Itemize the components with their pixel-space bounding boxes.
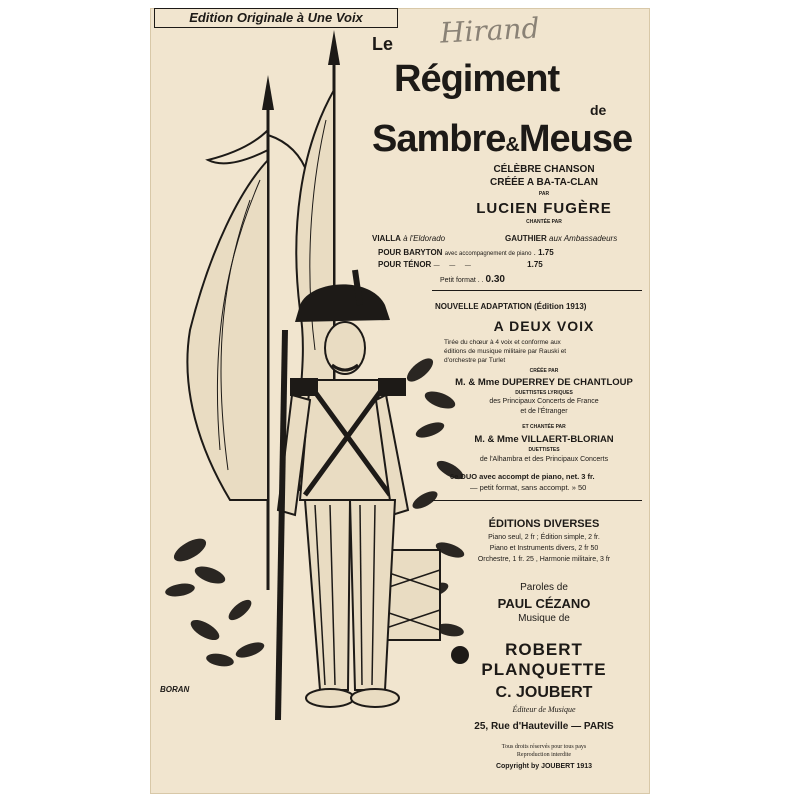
paroles-de: Paroles de (520, 582, 568, 593)
price-petit: Petit format . . 0.30 (440, 274, 505, 285)
desc-line: éditions de musique militaire par Rauski et (444, 348, 567, 355)
singer1-row (372, 234, 445, 243)
duo-price-text: — petit format, sans accompt. » 50 (470, 483, 587, 492)
editions-line2: Piano et Instruments divers, 2 fr 50 (489, 545, 599, 552)
publisher-address: 25, Rue d'Hauteville — PARIS (474, 721, 614, 732)
singer2-row (505, 234, 617, 243)
rights1: Tous droits réservés pour tous pays (501, 744, 587, 750)
duo1-name: M. & Mme DUPERREY DE CHANTLOUP (455, 377, 633, 388)
editions-line1: Piano seul, 2 fr ; Édition simple, 2 fr. (488, 534, 600, 541)
handwritten-signature: Hirand (439, 11, 541, 50)
nouvelle-adaptation (435, 302, 586, 311)
price-value: 1.75 (538, 248, 554, 257)
editions-line3: Orchestre, 1 fr. 25 , Harmonie militaire, 3 fr (477, 556, 611, 563)
a-deux-voix: A DEUX VOIX (493, 318, 595, 334)
divider (432, 290, 642, 291)
title-sambre: Sambre (372, 118, 506, 160)
price-label: POUR BARYTON (378, 248, 443, 257)
copyright: Copyright by JOUBERT 1913 (495, 763, 593, 770)
desc-line: Tirée du chœur à 4 voix et conforme aux (444, 339, 561, 346)
musique-de: Musique de (518, 613, 570, 624)
desc-line: d'orchestre par Turlet (444, 357, 506, 364)
singer1: VIALLA (372, 234, 401, 243)
price-label: POUR TÉNOR (378, 260, 432, 269)
editions-heading: ÉDITIONS DIVERSES (488, 518, 600, 530)
par-label: PAR (538, 191, 550, 197)
duo2-name: M. & Mme VILLAERT-BLORIAN (474, 434, 614, 445)
edition-banner: Edition Originale à Une Voix (154, 8, 398, 28)
rights2: Reproduction interdite (516, 752, 572, 758)
artist-signature: BORAN (160, 685, 190, 694)
price-tenor (378, 260, 543, 269)
price-desc: — — — (433, 263, 475, 269)
celebre-chanson: CÉLÈBRE CHANSON (493, 164, 595, 175)
price-value: 1.75 (527, 260, 543, 269)
composer: ROBERT PLANQUETTE (481, 640, 607, 679)
et-chantee: ET CHANTÉE PAR (522, 424, 566, 430)
lyricist: PAUL CÉZANO (497, 596, 591, 611)
title-meuse: Meuse (518, 118, 633, 160)
singer2: GAUTHIER (505, 234, 547, 243)
price-value: 0.30 (485, 274, 505, 285)
duo-price-text: 6e DUO avec accompt de piano, net. 3 fr. (450, 472, 595, 481)
nouvelle-label: NOUVELLE ADAPTATION (435, 302, 532, 311)
price-label: Petit format (440, 277, 476, 284)
publisher-role: Éditeur de Musique (512, 705, 576, 714)
duo1-desc2: et de l'Étranger (520, 408, 568, 415)
creee-a: CRÉÉE A BA-TA-CLAN (490, 177, 598, 188)
chantee-par: CHANTÉE PAR (526, 219, 562, 225)
venue1: à l'Eldorado (403, 234, 446, 243)
title-le: Le (372, 34, 394, 54)
duo1-role: DUETTISTES LYRIQUES (515, 390, 573, 396)
price-baryton: POUR BARYTON avec accompagnement de piano . 1.75 (378, 248, 554, 257)
duo-price2 (470, 483, 586, 492)
creator-name: LUCIEN FUGÈRE (476, 200, 612, 217)
edition-year: (Édition 1913) (533, 302, 587, 311)
title-de: de (590, 102, 607, 118)
title-sambre-meuse (372, 118, 632, 161)
duo2-role: DUETTISTES (528, 447, 560, 453)
adaptation-desc (444, 338, 644, 365)
publisher-name: C. JOUBERT (495, 684, 593, 701)
venue2: aux Ambassadeurs (549, 234, 618, 243)
duo-price1 (450, 472, 595, 481)
title-regiment: Régiment (394, 58, 560, 100)
price-desc: avec accompagnement de piano (444, 251, 532, 257)
duo2-desc: de l'Alhambra et des Principaux Concerts (479, 456, 609, 463)
creee-par: CRÉÉE PAR (529, 368, 559, 374)
divider (432, 500, 642, 501)
duo1-desc1: des Principaux Concerts de France (489, 398, 599, 405)
title-amp: & (505, 134, 519, 156)
